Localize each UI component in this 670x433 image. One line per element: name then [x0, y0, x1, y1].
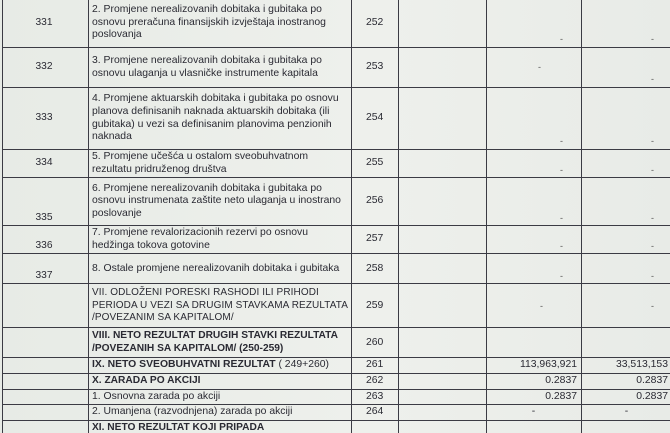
note-cell	[399, 358, 487, 374]
previous-year-value: -	[582, 284, 670, 328]
aop-code: 332	[3, 48, 89, 88]
row-description: 2. Promjene nerealizovanih dobitaka i gubitaka po osnovu preračuna finansijskih izvještaja inostranog poslovanja	[89, 0, 352, 48]
aop-code: 334	[3, 150, 89, 178]
note-cell	[399, 178, 487, 226]
note-cell	[399, 405, 487, 421]
aop-code: 333	[3, 88, 89, 150]
row-mark	[352, 420, 399, 433]
previous-year-value: 33,513,153	[582, 358, 670, 374]
current-year-value: 0.2837	[487, 389, 582, 405]
previous-year-value: 0.2837	[582, 389, 670, 405]
row-description: 1. Osnovna zarada po akciji	[89, 389, 352, 405]
row-mark: 256	[352, 178, 399, 226]
current-year-value: -	[487, 88, 582, 150]
note-cell	[399, 150, 487, 178]
row-description: VII. ODLOŽENI PORESKI RASHODI ILI PRIHODI PERIODA U VEZI SA DRUGIM STAVKAMA REZULTATA /POVEZANIM SA KAPITALOM/	[89, 284, 352, 328]
table-row	[3, 405, 670, 421]
table-row	[3, 328, 670, 358]
table-row	[3, 88, 670, 150]
note-cell	[399, 284, 487, 328]
current-year-value: 0.2837	[487, 373, 582, 389]
row-description	[89, 358, 352, 374]
previous-year-value: -	[582, 226, 670, 254]
row-description: 6. Promjene nerealizovanih dobitaka i gubitaka po osnovu instrumenata zaštite neto ulaganja u inostrano poslovanje	[89, 178, 352, 226]
note-cell	[399, 254, 487, 284]
current-year-value: 113,963,921	[487, 358, 582, 374]
aop-code	[3, 373, 89, 389]
note-cell	[399, 0, 487, 48]
current-year-value	[487, 420, 582, 433]
row-mark: 254	[352, 88, 399, 150]
current-year-value	[487, 328, 582, 358]
row-description: 7. Promjene revalorizacionih rezervi po osnovu hedžinga tokova gotovine	[89, 226, 352, 254]
note-cell	[399, 420, 487, 433]
previous-year-value	[582, 420, 670, 433]
table-row	[3, 358, 670, 374]
row-mark: 255	[352, 150, 399, 178]
row-mark: 262	[352, 373, 399, 389]
aop-code	[3, 284, 89, 328]
previous-year-value: -	[582, 88, 670, 150]
note-cell	[399, 88, 487, 150]
row-mark: 264	[352, 405, 399, 421]
current-year-value: -	[487, 284, 582, 328]
note-cell	[399, 389, 487, 405]
aop-code: 331	[3, 0, 89, 48]
current-year-value: -	[487, 48, 582, 88]
row-mark: 258	[352, 254, 399, 284]
row-mark: 263	[352, 389, 399, 405]
row-description: 5. Promjene učešća u ostalom sveobuhvatnom rezultatu pridruženog društva	[89, 150, 352, 178]
row-description-bold: IX. NETO SVEOBUHVATNI REZULTAT	[92, 359, 276, 371]
table-row	[3, 254, 670, 284]
row-description: XI. NETO REZULTAT KOJI PRIPADA	[89, 420, 352, 433]
aop-code: 336	[3, 226, 89, 254]
current-year-value: -	[487, 226, 582, 254]
table-row	[3, 150, 670, 178]
aop-code	[3, 389, 89, 405]
note-cell	[399, 373, 487, 389]
previous-year-value: -	[582, 150, 670, 178]
current-year-value: -	[487, 254, 582, 284]
aop-code	[3, 405, 89, 421]
aop-code	[3, 420, 89, 433]
previous-year-value: -	[582, 405, 670, 421]
table-row	[3, 389, 670, 405]
current-year-value: -	[487, 178, 582, 226]
table-row	[3, 0, 670, 48]
row-mark: 261	[352, 358, 399, 374]
previous-year-value	[582, 328, 670, 358]
row-description: 8. Ostale promjene nerealizovanih dobitaka i gubitaka	[89, 254, 352, 284]
row-description: 4. Promjene aktuarskih dobitaka i gubitaka po osnovu planova definisanih naknada aktuarskih dobitaka (ili gubitaka) u vezi sa definisanim planovima penzionih naknada	[89, 88, 352, 150]
table-row	[3, 226, 670, 254]
table-row	[3, 373, 670, 389]
aop-code	[3, 358, 89, 374]
current-year-value: -	[487, 150, 582, 178]
row-description: 2. Umanjena (razvodnjena) zarada po akciji	[89, 405, 352, 421]
current-year-value: -	[487, 405, 582, 421]
aop-code: 337	[3, 254, 89, 284]
previous-year-value: 0.2837	[582, 373, 670, 389]
row-mark: 259	[352, 284, 399, 328]
note-cell	[399, 226, 487, 254]
table-row	[3, 48, 670, 88]
row-description: X. ZARADA PO AKCIJI	[89, 373, 352, 389]
previous-year-value: -	[582, 254, 670, 284]
table-row	[3, 420, 670, 433]
row-mark: 260	[352, 328, 399, 358]
aop-code	[3, 328, 89, 358]
row-description: VIII. NETO REZULTAT DRUGIH STAVKI REZULTATA /POVEZANIH SA KAPITALOM/ (250-259)	[89, 328, 352, 358]
previous-year-value: -	[582, 0, 670, 48]
row-mark: 253	[352, 48, 399, 88]
table-row	[3, 284, 670, 328]
row-description: 3. Promjene nerealizovanih dobitaka i gubitaka po osnovu ulaganja u vlasničke instrumente kapitala	[89, 48, 352, 88]
previous-year-value: -	[582, 178, 670, 226]
row-description-formula: ( 249+260)	[275, 359, 330, 371]
note-cell	[399, 328, 487, 358]
aop-code: 335	[3, 178, 89, 226]
note-cell	[399, 48, 487, 88]
row-mark: 252	[352, 0, 399, 48]
table-row	[3, 178, 670, 226]
previous-year-value: -	[582, 48, 670, 88]
row-mark: 257	[352, 226, 399, 254]
income-statement-table	[2, 0, 670, 433]
current-year-value: -	[487, 0, 582, 48]
